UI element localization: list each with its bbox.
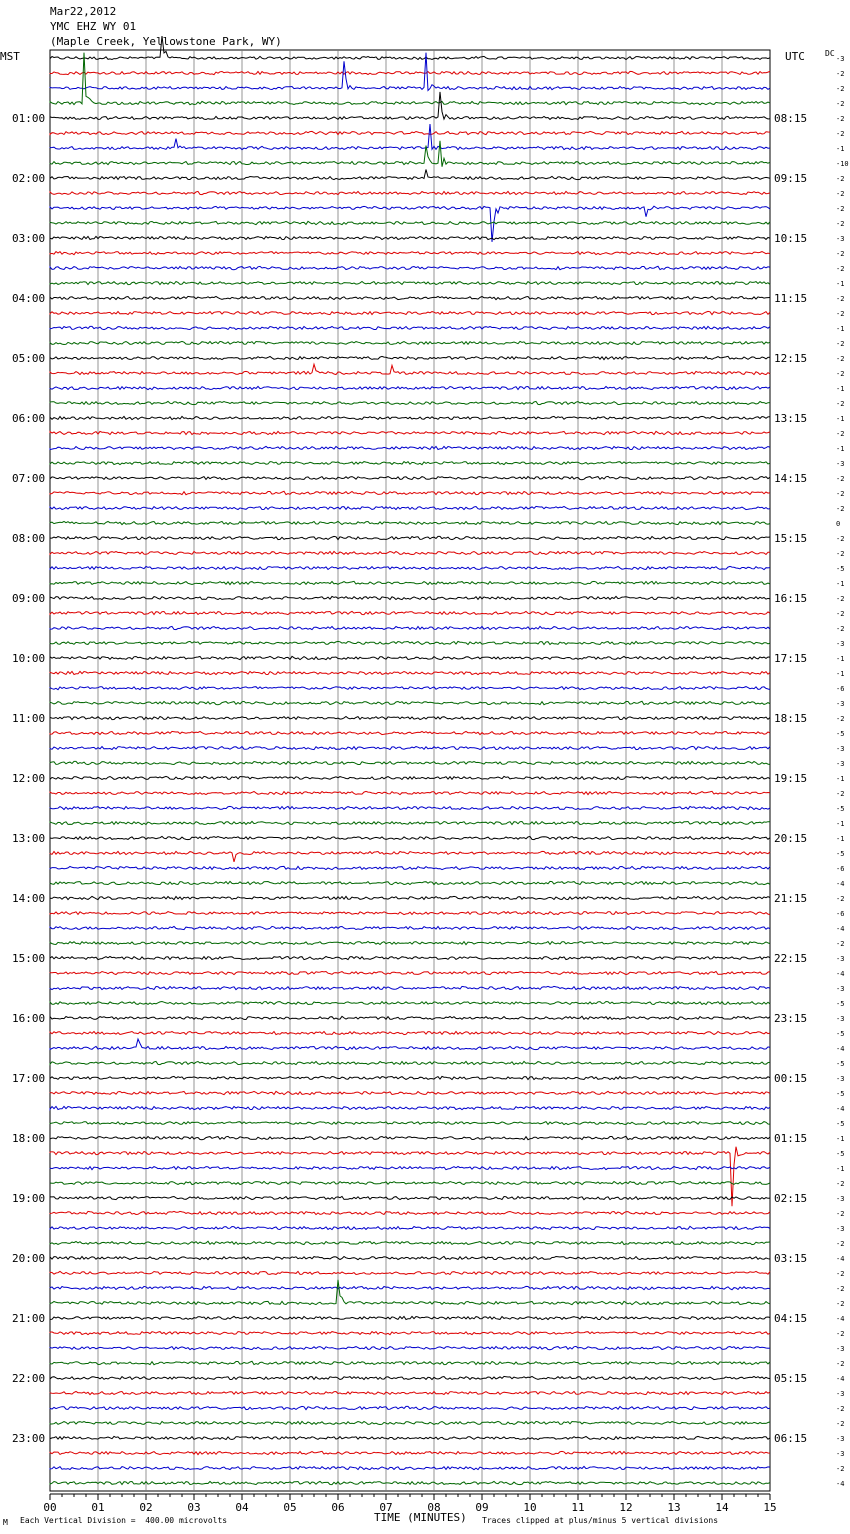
left-hour-label: 16:00	[12, 1012, 46, 1025]
right-hour-label: 11:15	[774, 292, 808, 305]
x-tick-label: 03	[187, 1501, 201, 1514]
right-hour-label: 23:15	[774, 1012, 808, 1025]
trace-row-30	[50, 506, 770, 509]
x-tick-label: 11	[571, 1501, 585, 1514]
dc-offset-label: -2	[836, 625, 845, 633]
right-hour-label: 21:15	[774, 892, 808, 905]
trace-row-36	[50, 596, 770, 599]
dc-offset-label: -1	[836, 1135, 845, 1143]
trace-row-38	[50, 626, 770, 629]
dc-offset-label: -1	[836, 145, 845, 153]
right-hour-label: 12:15	[774, 352, 808, 365]
dc-offset-label: -3	[836, 640, 845, 648]
x-tick-label: 08	[427, 1501, 441, 1514]
trace-row-75	[50, 1181, 770, 1184]
trace-row-62	[50, 986, 770, 989]
trace-row-15	[50, 282, 770, 285]
corner-mark: M	[3, 1518, 8, 1527]
dc-offset-label: -5	[836, 1090, 845, 1098]
trace-row-66	[50, 1039, 770, 1050]
dc-offset-label: -2	[836, 550, 845, 558]
dc-offset-label: -2	[836, 295, 845, 303]
dc-offset-label: -3	[836, 745, 845, 753]
x-tick-label: 05	[283, 1501, 297, 1514]
dc-offset-label: -3	[836, 235, 845, 243]
dc-offset-label: -2	[836, 340, 845, 348]
left-timezone-label: MST	[0, 50, 20, 63]
x-tick-label: 09	[475, 1501, 489, 1514]
trace-row-25	[50, 431, 770, 434]
dc-offset-label: -1	[836, 1165, 845, 1173]
right-hour-label: 09:15	[774, 172, 808, 185]
trace-row-16	[50, 296, 770, 299]
dc-offset-label: -5	[836, 1150, 845, 1158]
left-hour-label: 05:00	[12, 352, 46, 365]
dc-offset-label: -2	[836, 535, 845, 543]
x-tick-label: 06	[331, 1501, 345, 1514]
dc-offset-label: -1	[836, 280, 845, 288]
dc-offset-label: -3	[836, 1015, 845, 1023]
trace-row-49	[50, 791, 770, 794]
trace-row-58	[50, 926, 770, 929]
dc-offset-label: -5	[836, 730, 845, 738]
x-tick-label: 04	[235, 1501, 249, 1514]
dc-offset-label: -4	[836, 1105, 845, 1113]
left-hour-label: 02:00	[12, 172, 46, 185]
left-hour-label: 20:00	[12, 1252, 46, 1265]
trace-row-18	[50, 326, 770, 329]
trace-row-48	[50, 776, 770, 779]
dc-offset-label: -3	[836, 985, 845, 993]
right-hour-label: 08:15	[774, 112, 808, 125]
trace-row-69	[50, 1091, 770, 1094]
trace-row-21	[50, 364, 770, 374]
dc-offset-label: -5	[836, 850, 845, 858]
trace-row-80	[50, 1256, 770, 1259]
left-hour-label: 06:00	[12, 412, 46, 425]
trace-row-77	[50, 1211, 770, 1214]
clip-note: Traces clipped at plus/minus 5 vertical divisions	[482, 1516, 719, 1525]
dc-offset-label: -1	[836, 655, 845, 663]
trace-row-81	[50, 1271, 770, 1274]
x-tick-label: 14	[715, 1501, 729, 1514]
dc-offset-label: -2	[836, 505, 845, 513]
trace-row-60	[50, 956, 770, 959]
dc-offset-label: -3	[836, 1435, 845, 1443]
dc-offset-label: -2	[836, 595, 845, 603]
left-hour-label: 11:00	[12, 712, 46, 725]
right-hour-label: 13:15	[774, 412, 808, 425]
trace-row-45	[50, 731, 770, 734]
trace-row-3	[50, 53, 770, 105]
dc-offset-label: -4	[836, 1375, 845, 1383]
trace-row-64	[50, 1016, 770, 1019]
dc-offset-label: -5	[836, 1030, 845, 1038]
right-hour-label: 00:15	[774, 1072, 808, 1085]
trace-row-90	[50, 1406, 770, 1409]
left-hour-label: 21:00	[12, 1312, 46, 1325]
right-hour-label: 05:15	[774, 1372, 808, 1385]
trace-row-84	[50, 1316, 770, 1319]
trace-row-83	[50, 1280, 770, 1305]
trace-row-13	[50, 252, 770, 255]
trace-row-57	[50, 912, 770, 915]
dc-offset-label: -2	[836, 1465, 845, 1473]
trace-row-52	[50, 836, 770, 839]
trace-row-88	[50, 1376, 770, 1379]
trace-row-55	[50, 881, 770, 884]
trace-row-54	[50, 866, 770, 869]
trace-row-91	[50, 1421, 770, 1424]
dc-offset-label: -2	[836, 250, 845, 258]
location-label: (Maple Creek, Yellowstone Park, WY)	[50, 35, 282, 48]
x-axis-title: TIME (MINUTES)	[374, 1511, 467, 1524]
trace-row-40	[50, 656, 770, 659]
trace-row-89	[50, 1391, 770, 1394]
dc-offset-label: -6	[836, 865, 845, 873]
trace-row-74	[50, 1167, 770, 1170]
dc-offset-label: -5	[836, 1060, 845, 1068]
dc-offset-label: -2	[836, 895, 845, 903]
trace-row-1	[50, 71, 770, 74]
right-hour-label: 10:15	[774, 232, 808, 245]
dc-offset-label: -5	[836, 1000, 845, 1008]
right-hour-label: 01:15	[774, 1132, 808, 1145]
dc-offset-label: -2	[836, 490, 845, 498]
dc-offset-label: -2	[836, 100, 845, 108]
left-hour-label: 23:00	[12, 1432, 46, 1445]
trace-row-5	[50, 131, 770, 134]
trace-row-34	[50, 566, 770, 569]
x-tick-label: 10	[523, 1501, 537, 1514]
trace-row-11	[50, 221, 770, 224]
dc-offset-label: -3	[836, 700, 845, 708]
trace-row-22	[50, 386, 770, 389]
left-hour-label: 18:00	[12, 1132, 46, 1145]
trace-row-44	[50, 717, 770, 720]
dc-offset-label: -3	[836, 1450, 845, 1458]
dc-offset-label: -2	[836, 1270, 845, 1278]
scale-note: Each Vertical Division = 400.00 microvolts	[20, 1516, 228, 1525]
right-hour-label: 16:15	[774, 592, 808, 605]
left-hour-label: 08:00	[12, 532, 46, 545]
dc-offset-label: -1	[836, 835, 845, 843]
dc-offset-label: -3	[836, 955, 845, 963]
dc-offset-label: -5	[836, 1120, 845, 1128]
dc-offset-label: -2	[836, 430, 845, 438]
dc-offset-label: -3	[836, 55, 845, 63]
trace-row-82	[50, 1286, 770, 1289]
left-hour-label: 10:00	[12, 652, 46, 665]
trace-row-28	[50, 476, 770, 479]
dc-offset-label: -1	[836, 325, 845, 333]
trace-row-63	[50, 1002, 770, 1005]
trace-row-56	[50, 896, 770, 899]
right-hour-label: 14:15	[774, 472, 808, 485]
right-hour-label: 04:15	[774, 1312, 808, 1325]
dc-offset-label: -2	[836, 1240, 845, 1248]
dc-offset-label: -4	[836, 925, 845, 933]
dc-offset-label: -1	[836, 820, 845, 828]
trace-row-59	[50, 942, 770, 945]
right-hour-label: 06:15	[774, 1432, 808, 1445]
dc-offset-label: -2	[836, 70, 845, 78]
trace-row-7	[50, 141, 770, 167]
dc-offset-label: -3	[836, 760, 845, 768]
x-tick-label: 01	[91, 1501, 105, 1514]
trace-row-65	[50, 1032, 770, 1035]
dc-offset-label: -1	[836, 445, 845, 453]
dc-offset-label: -2	[836, 205, 845, 213]
dc-offset-label: -3	[836, 1390, 845, 1398]
trace-row-33	[50, 551, 770, 554]
trace-row-70	[50, 1106, 770, 1109]
dc-offset-label: -2	[836, 175, 845, 183]
trace-row-93	[50, 1451, 770, 1454]
dc-offset-label: -5	[836, 805, 845, 813]
dc-offset-label: -2	[836, 1405, 845, 1413]
trace-row-85	[50, 1332, 770, 1335]
left-hour-label: 15:00	[12, 952, 46, 965]
trace-row-17	[50, 311, 770, 314]
dc-offset-label: -2	[836, 85, 845, 93]
trace-row-27	[50, 462, 770, 465]
left-hour-label: 14:00	[12, 892, 46, 905]
dc-offset-label: 0	[836, 520, 841, 528]
left-hour-label: 12:00	[12, 772, 46, 785]
left-hour-label: 17:00	[12, 1072, 46, 1085]
dc-offset-label: -2	[836, 475, 845, 483]
dc-offset-label: -1	[836, 775, 845, 783]
left-hour-label: 01:00	[12, 112, 46, 125]
dc-offset-label: -2	[836, 940, 845, 948]
station-label: YMC EHZ WY 01	[50, 20, 137, 33]
dc-offset-label: -1	[836, 580, 845, 588]
trace-row-67	[50, 1061, 770, 1064]
right-hour-label: 22:15	[774, 952, 808, 965]
trace-row-19	[50, 341, 770, 344]
dc-offset-label: -2	[836, 1300, 845, 1308]
right-hour-label: 20:15	[774, 832, 808, 845]
dc-offset-label: -2	[836, 190, 845, 198]
dc-offset-label: -4	[836, 1315, 845, 1323]
dc-offset-label: -1	[836, 415, 845, 423]
x-tick-label: 00	[43, 1501, 57, 1514]
x-tick-label: 07	[379, 1501, 393, 1514]
right-hour-label: 15:15	[774, 532, 808, 545]
dc-offset-label: -10	[836, 160, 849, 168]
left-hour-label: 07:00	[12, 472, 46, 485]
x-tick-label: 15	[763, 1501, 777, 1514]
left-hour-label: 13:00	[12, 832, 46, 845]
dc-label: DC	[825, 49, 835, 58]
trace-row-12	[50, 236, 770, 239]
trace-row-94	[50, 1466, 770, 1469]
right-hour-label: 03:15	[774, 1252, 808, 1265]
trace-row-26	[50, 446, 770, 449]
trace-row-50	[50, 806, 770, 809]
trace-row-78	[50, 1226, 770, 1229]
dc-offset-label: -3	[836, 1225, 845, 1233]
trace-row-86	[50, 1346, 770, 1349]
dc-offset-label: -1	[836, 385, 845, 393]
trace-row-79	[50, 1241, 770, 1244]
x-tick-label: 12	[619, 1501, 633, 1514]
dc-offset-label: -2	[836, 1180, 845, 1188]
right-hour-label: 18:15	[774, 712, 808, 725]
right-hour-label: 17:15	[774, 652, 808, 665]
trace-row-32	[50, 536, 770, 539]
left-hour-label: 22:00	[12, 1372, 46, 1385]
dc-offset-label: -2	[836, 370, 845, 378]
date-label: Mar22,2012	[50, 5, 117, 18]
dc-offset-label: -4	[836, 970, 845, 978]
x-tick-label: 02	[139, 1501, 153, 1514]
left-hour-label: 19:00	[12, 1192, 46, 1205]
trace-row-41	[50, 671, 770, 674]
dc-offset-label: -2	[836, 130, 845, 138]
dc-offset-label: -3	[836, 1345, 845, 1353]
dc-offset-label: -2	[836, 1420, 845, 1428]
dc-offset-label: -2	[836, 310, 845, 318]
dc-offset-label: -2	[836, 400, 845, 408]
trace-row-14	[50, 266, 770, 269]
dc-offset-label: -2	[836, 715, 845, 723]
dc-offset-label: -2	[836, 1285, 845, 1293]
trace-row-72	[50, 1136, 770, 1139]
dc-offset-label: -2	[836, 1210, 845, 1218]
left-hour-label: 04:00	[12, 292, 46, 305]
dc-offset-label: -1	[836, 670, 845, 678]
dc-offset-label: -2	[836, 220, 845, 228]
trace-row-46	[50, 746, 770, 749]
dc-offset-label: -3	[836, 1195, 845, 1203]
dc-offset-label: -2	[836, 1360, 845, 1368]
dc-offset-label: -4	[836, 1045, 845, 1053]
trace-row-20	[50, 356, 770, 359]
plot-frame	[50, 50, 770, 1491]
trace-row-47	[50, 761, 770, 764]
dc-offset-label: -2	[836, 115, 845, 123]
trace-row-95	[50, 1481, 770, 1484]
trace-row-42	[50, 687, 770, 690]
trace-row-87	[50, 1361, 770, 1364]
trace-row-31	[50, 521, 770, 524]
trace-row-8	[50, 170, 770, 180]
trace-row-61	[50, 971, 770, 974]
dc-offset-label: -2	[836, 790, 845, 798]
dc-offset-label: -5	[836, 565, 845, 573]
trace-row-0	[50, 36, 770, 59]
dc-offset-label: -2	[836, 610, 845, 618]
left-hour-label: 03:00	[12, 232, 46, 245]
dc-offset-label: -3	[836, 1075, 845, 1083]
trace-row-35	[50, 581, 770, 584]
trace-row-23	[50, 401, 770, 404]
trace-row-39	[50, 641, 770, 644]
trace-row-51	[50, 821, 770, 824]
trace-row-37	[50, 611, 770, 614]
trace-row-24	[50, 416, 770, 419]
trace-row-43	[50, 701, 770, 704]
right-hour-label: 02:15	[774, 1192, 808, 1205]
trace-row-71	[50, 1122, 770, 1125]
x-tick-label: 13	[667, 1501, 681, 1514]
dc-offset-label: -2	[836, 265, 845, 273]
trace-row-9	[50, 191, 770, 194]
left-hour-label: 09:00	[12, 592, 46, 605]
trace-row-29	[50, 491, 770, 494]
trace-row-53	[50, 851, 770, 862]
dc-offset-label: -4	[836, 1480, 845, 1488]
dc-offset-label: -4	[836, 880, 845, 888]
trace-row-4	[50, 92, 770, 120]
trace-row-6	[50, 124, 770, 150]
right-timezone-label: UTC	[785, 50, 805, 63]
dc-offset-label: -4	[836, 1255, 845, 1263]
dc-offset-label: -2	[836, 355, 845, 363]
dc-offset-label: -6	[836, 685, 845, 693]
trace-row-68	[50, 1076, 770, 1079]
right-hour-label: 19:15	[774, 772, 808, 785]
dc-offset-label: -3	[836, 460, 845, 468]
dc-offset-label: -6	[836, 910, 845, 918]
trace-row-92	[50, 1436, 770, 1439]
trace-row-76	[50, 1196, 770, 1199]
dc-offset-label: -2	[836, 1330, 845, 1338]
